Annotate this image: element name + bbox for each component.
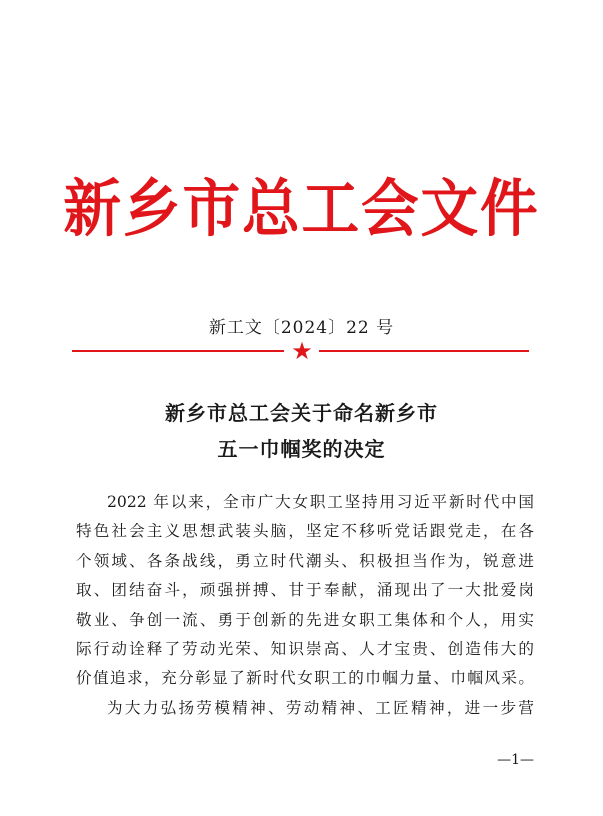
body-line: 个领域、各条战线，勇立时代潮头、积极担当作为，锐意进 [76,551,534,570]
divider-line-right [319,350,529,352]
divider-line-left [72,350,284,352]
body-text [76,488,534,723]
body-line: 取、团结奋斗，顽强拼搏、甘于奉献，涌现出了一大批爱岗 [76,581,534,600]
page-number: —1— [497,752,534,768]
body-line: 特色社会主义思想武装头脑，坚定不移听党话跟党走，在各 [76,522,534,541]
document-title-line-1: 新乡市总工会关于命名新乡市 [165,401,438,425]
masthead-title: 新乡市总工会文件 [63,172,540,245]
body-line: 2022 年以来，全市广大女职工坚持用习近平新时代中国 [107,493,534,511]
body-line: 际行动诠释了劳动光荣、知识崇高、人才宝贵、创造伟大的 [76,639,534,658]
star-icon: ★ [291,337,313,365]
document-number: 新工文〔2024〕22 号 [208,318,395,338]
body-line: 为大力弘扬劳模精神、劳动精神、工匠精神，进一步营 [107,698,534,717]
body-line: 敬业、争创一流、勇于创新的先进女职工集体和个人，用实 [76,610,534,629]
body-line: 价值追求，充分彰显了新时代女职工的巾帼力量、巾帼风采。 [76,669,534,688]
document-title-line-2: 五一巾帼奖的决定 [217,437,386,461]
